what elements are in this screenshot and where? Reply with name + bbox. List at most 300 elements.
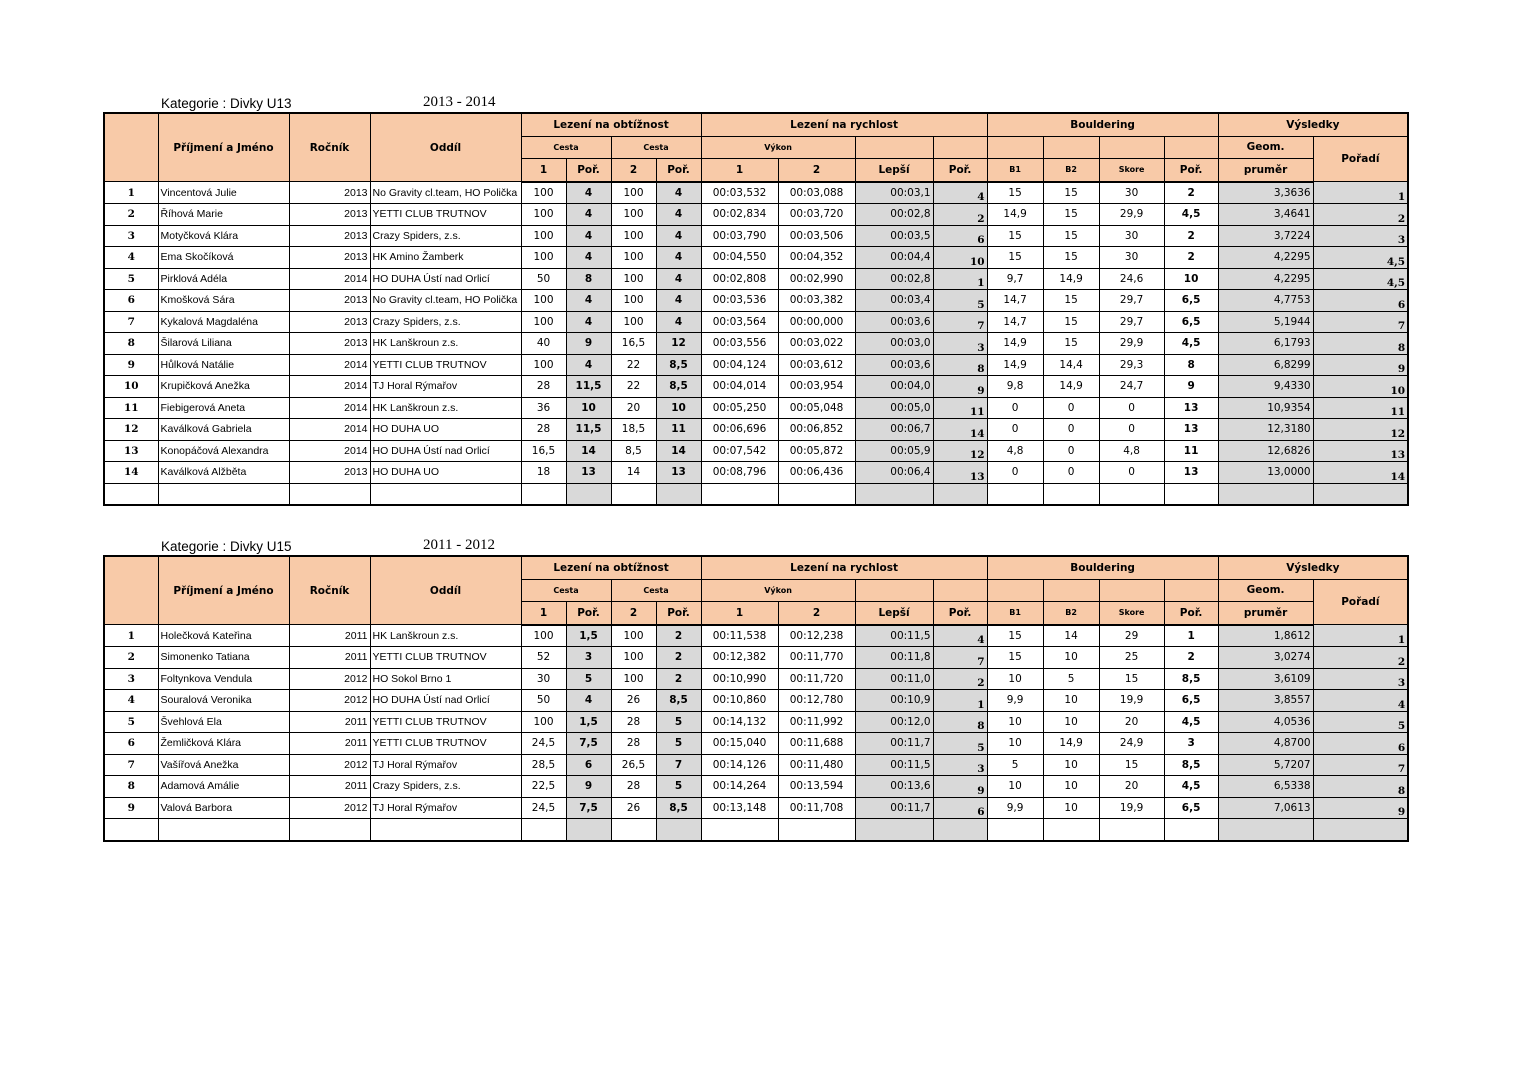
cell-rank: 3 — [104, 668, 158, 690]
cell-speed-run-1: 00:13,148 — [701, 797, 778, 819]
cell-speed-best: 00:04,4 — [855, 247, 933, 269]
cell-speed-run-2: 00:03,088 — [778, 182, 855, 204]
table-row — [104, 440, 1408, 462]
cell-lead-route-1-rank: 13 — [566, 462, 611, 484]
cell-boulder-rank: 10 — [1164, 268, 1218, 290]
cell-birth-year: 2014 — [289, 440, 370, 462]
cell-speed-best: 00:04,0 — [855, 376, 933, 398]
results-table — [103, 112, 1409, 506]
cell-speed-run-1: 00:05,250 — [701, 397, 778, 419]
cell-boulder-b1: 10 — [987, 776, 1043, 798]
cell-name — [158, 483, 289, 505]
cell-club: YETTI CLUB TRUTNOV — [370, 647, 521, 669]
cell-boulder-b2: 15 — [1043, 290, 1099, 312]
cell-speed-run-1 — [701, 483, 778, 505]
cell-birth-year: 2012 — [289, 690, 370, 712]
cell-lead-route-2-rank — [656, 819, 701, 841]
header-route-2-rank: Poř. — [656, 602, 701, 625]
cell-speed-rank: 11 — [933, 397, 987, 419]
cell-lead-route-1-score: 16,5 — [521, 440, 566, 462]
cell-lead-route-2-rank: 7 — [656, 754, 701, 776]
cell-boulder-b1: 14,9 — [987, 333, 1043, 355]
cell-boulder-b1: 0 — [987, 462, 1043, 484]
cell-lead-route-2-score — [611, 819, 656, 841]
header-route-1-score: 1 — [521, 602, 566, 625]
cell-boulder-b1: 9,9 — [987, 690, 1043, 712]
cell-club: HO Sokol Brno 1 — [370, 668, 521, 690]
cell-speed-run-2: 00:11,688 — [778, 733, 855, 755]
cell-name: Fiebigerová Aneta — [158, 397, 289, 419]
cell-lead-route-2-rank — [656, 483, 701, 505]
cell-lead-route-1-score: 100 — [521, 625, 566, 647]
cell-lead-route-1-rank: 7,5 — [566, 797, 611, 819]
cell-lead-route-2-score: 100 — [611, 204, 656, 226]
header-speed: Lezení na rychlost — [701, 113, 987, 136]
cell-boulder-b1: 10 — [987, 711, 1043, 733]
cell-rank: 2 — [104, 204, 158, 226]
cell-lead-route-1-rank: 11,5 — [566, 419, 611, 441]
cell-speed-run-2: 00:05,048 — [778, 397, 855, 419]
cell-name: Šilarová Liliana — [158, 333, 289, 355]
cell-lead-route-2-rank: 8,5 — [656, 354, 701, 376]
cell-lead-route-1-rank: 9 — [566, 333, 611, 355]
cell-lead-route-1-rank: 1,5 — [566, 711, 611, 733]
cell-lead-route-2-rank: 8,5 — [656, 376, 701, 398]
cell-boulder-b2: 14,9 — [1043, 376, 1099, 398]
cell-birth-year: 2011 — [289, 647, 370, 669]
cell-speed-best: 00:12,0 — [855, 711, 933, 733]
cell-speed-rank: 9 — [933, 376, 987, 398]
cell-lead-route-2-score: 100 — [611, 247, 656, 269]
cell-boulder-rank: 3 — [1164, 733, 1218, 755]
cell-speed-rank: 10 — [933, 247, 987, 269]
cell-lead-route-2-score: 14 — [611, 462, 656, 484]
header-performance: Výkon — [701, 136, 855, 159]
cell-geom-mean — [1218, 819, 1313, 841]
cell-boulder-score: 29,9 — [1099, 333, 1164, 355]
cell-rank: 1 — [104, 182, 158, 204]
cell-boulder-score: 29,9 — [1099, 204, 1164, 226]
cell-boulder-b1: 9,7 — [987, 268, 1043, 290]
cell-rank: 9 — [104, 354, 158, 376]
cell-rank: 1 — [104, 625, 158, 647]
header-year: Ročník — [289, 113, 370, 182]
cell-boulder-b2: 14,9 — [1043, 268, 1099, 290]
cell-speed-run-1: 00:06,696 — [701, 419, 778, 441]
cell-name — [158, 819, 289, 841]
cell-geom-mean: 4,2295 — [1218, 247, 1313, 269]
cell-boulder-b1 — [987, 483, 1043, 505]
cell-club: HO DUHA Ústí nad Orlicí — [370, 440, 521, 462]
cell-birth-year: 2011 — [289, 625, 370, 647]
cell-lead-route-1-rank: 4 — [566, 225, 611, 247]
cell-club: HO DUHA Ústí nad Orlicí — [370, 268, 521, 290]
cell-lead-route-1-score: 100 — [521, 182, 566, 204]
cell-name: Kaválková Alžběta — [158, 462, 289, 484]
cell-speed-rank — [933, 483, 987, 505]
table-row — [104, 311, 1408, 333]
header-name: Příjmení a Jméno — [158, 113, 289, 182]
cell-boulder-rank: 8,5 — [1164, 754, 1218, 776]
cell-boulder-rank: 4,5 — [1164, 711, 1218, 733]
cell-boulder-score: 24,7 — [1099, 376, 1164, 398]
cell-speed-run-2 — [778, 483, 855, 505]
cell-boulder-rank: 13 — [1164, 462, 1218, 484]
cell-speed-run-1: 00:03,532 — [701, 182, 778, 204]
cell-boulder-score — [1099, 819, 1164, 841]
cell-lead-route-2-score: 8,5 — [611, 440, 656, 462]
cell-rank: 2 — [104, 647, 158, 669]
cell-speed-run-2: 00:03,612 — [778, 354, 855, 376]
cell-speed-best: 00:05,0 — [855, 397, 933, 419]
cell-boulder-b1: 15 — [987, 182, 1043, 204]
header-blank — [933, 579, 987, 602]
header-route-1: Cesta — [521, 579, 611, 602]
header-speed-1: 1 — [701, 159, 778, 182]
cell-boulder-rank: 13 — [1164, 397, 1218, 419]
cell-speed-rank: 3 — [933, 754, 987, 776]
cell-final-rank: 9 — [1313, 354, 1408, 376]
cell-boulder-b1: 4,8 — [987, 440, 1043, 462]
cell-lead-route-1-rank: 4 — [566, 182, 611, 204]
cell-birth-year: 2013 — [289, 333, 370, 355]
cell-club — [370, 819, 521, 841]
cell-rank: 9 — [104, 797, 158, 819]
cell-speed-rank: 4 — [933, 625, 987, 647]
cell-rank: 11 — [104, 397, 158, 419]
cell-lead-route-1-score — [521, 819, 566, 841]
header-score: Skore — [1099, 602, 1164, 625]
cell-name: Kykalová Magdaléna — [158, 311, 289, 333]
cell-lead-route-2-score: 100 — [611, 625, 656, 647]
table-row — [104, 733, 1408, 755]
cell-lead-route-2-score: 18,5 — [611, 419, 656, 441]
cell-birth-year: 2014 — [289, 419, 370, 441]
cell-speed-run-2: 00:11,720 — [778, 668, 855, 690]
cell-geom-mean: 4,7753 — [1218, 290, 1313, 312]
header-blank — [1099, 136, 1164, 159]
header-lead: Lezení na obtížnost — [521, 556, 701, 579]
cell-speed-rank: 3 — [933, 333, 987, 355]
cell-boulder-score: 0 — [1099, 462, 1164, 484]
cell-boulder-score: 24,9 — [1099, 733, 1164, 755]
cell-speed-rank: 12 — [933, 440, 987, 462]
cell-rank: 5 — [104, 268, 158, 290]
cell-club: TJ Horal Rýmařov — [370, 376, 521, 398]
table-row — [104, 690, 1408, 712]
cell-geom-mean: 6,1793 — [1218, 333, 1313, 355]
table-row — [104, 354, 1408, 376]
cell-lead-route-1-rank: 7,5 — [566, 733, 611, 755]
header-blank — [1043, 579, 1099, 602]
cell-lead-route-1-rank: 4 — [566, 247, 611, 269]
cell-boulder-rank: 8 — [1164, 354, 1218, 376]
cell-final-rank: 8 — [1313, 333, 1408, 355]
header-mean: pruměr — [1218, 602, 1313, 625]
cell-speed-rank: 2 — [933, 668, 987, 690]
header-final-rank: Pořadí — [1313, 136, 1408, 182]
cell-boulder-rank — [1164, 819, 1218, 841]
cell-speed-best: 00:03,6 — [855, 354, 933, 376]
cell-birth-year: 2013 — [289, 290, 370, 312]
cell-final-rank: 6 — [1313, 290, 1408, 312]
cell-birth-year: 2014 — [289, 354, 370, 376]
cell-club: YETTI CLUB TRUTNOV — [370, 711, 521, 733]
header-blank — [1164, 136, 1218, 159]
cell-rank: 13 — [104, 440, 158, 462]
cell-final-rank: 9 — [1313, 797, 1408, 819]
cell-lead-route-1-score: 100 — [521, 225, 566, 247]
table-row — [104, 268, 1408, 290]
header-blank — [855, 579, 933, 602]
cell-lead-route-1-score: 100 — [521, 290, 566, 312]
cell-boulder-b1: 9,8 — [987, 376, 1043, 398]
header-lead: Lezení na obtížnost — [521, 113, 701, 136]
cell-boulder-score: 29,3 — [1099, 354, 1164, 376]
cell-boulder-score: 19,9 — [1099, 690, 1164, 712]
cell-boulder-score: 0 — [1099, 419, 1164, 441]
cell-boulder-b2: 10 — [1043, 711, 1099, 733]
header-bouldering: Bouldering — [987, 113, 1218, 136]
cell-geom-mean: 3,4641 — [1218, 204, 1313, 226]
cell-speed-rank: 8 — [933, 354, 987, 376]
header-speed: Lezení na rychlost — [701, 556, 987, 579]
table-row — [104, 754, 1408, 776]
cell-geom-mean: 3,0274 — [1218, 647, 1313, 669]
cell-lead-route-1-score: 100 — [521, 204, 566, 226]
cell-lead-route-1-score: 40 — [521, 333, 566, 355]
cell-lead-route-2-rank: 11 — [656, 419, 701, 441]
cell-rank: 10 — [104, 376, 158, 398]
cell-birth-year: 2013 — [289, 311, 370, 333]
cell-lead-route-2-rank: 5 — [656, 733, 701, 755]
table-row — [104, 182, 1408, 204]
cell-speed-best: 00:03,6 — [855, 311, 933, 333]
header-club: Oddíl — [370, 556, 521, 625]
cell-lead-route-1-rank: 10 — [566, 397, 611, 419]
cell-boulder-rank: 1 — [1164, 625, 1218, 647]
cell-speed-rank: 8 — [933, 711, 987, 733]
header-name: Příjmení a Jméno — [158, 556, 289, 625]
cell-speed-run-1: 00:04,124 — [701, 354, 778, 376]
cell-birth-year: 2013 — [289, 225, 370, 247]
cell-geom-mean: 6,5338 — [1218, 776, 1313, 798]
cell-lead-route-2-score: 100 — [611, 182, 656, 204]
cell-birth-year: 2014 — [289, 397, 370, 419]
cell-speed-run-1: 00:03,536 — [701, 290, 778, 312]
cell-final-rank: 14 — [1313, 462, 1408, 484]
cell-club: HO DUHA Ústí nad Orlicí — [370, 690, 521, 712]
cell-club: YETTI CLUB TRUTNOV — [370, 204, 521, 226]
cell-boulder-score: 15 — [1099, 668, 1164, 690]
cell-boulder-rank: 11 — [1164, 440, 1218, 462]
cell-boulder-score: 29,7 — [1099, 311, 1164, 333]
cell-speed-run-2: 00:03,954 — [778, 376, 855, 398]
header-blank — [987, 136, 1043, 159]
cell-birth-year: 2014 — [289, 268, 370, 290]
cell-speed-run-2 — [778, 819, 855, 841]
header-speed-rank: Poř. — [933, 602, 987, 625]
cell-speed-run-2: 00:02,990 — [778, 268, 855, 290]
cell-rank: 12 — [104, 419, 158, 441]
cell-boulder-b2: 15 — [1043, 247, 1099, 269]
header-speed-best: Lepší — [855, 159, 933, 182]
cell-geom-mean: 12,6826 — [1218, 440, 1313, 462]
cell-speed-run-2: 00:11,708 — [778, 797, 855, 819]
cell-speed-run-1: 00:10,990 — [701, 668, 778, 690]
cell-lead-route-2-rank: 4 — [656, 311, 701, 333]
cell-birth-year: 2013 — [289, 182, 370, 204]
cell-name: Ema Skočíková — [158, 247, 289, 269]
cell-speed-run-2: 00:11,992 — [778, 711, 855, 733]
cell-speed-best — [855, 819, 933, 841]
cell-speed-best: 00:02,8 — [855, 268, 933, 290]
cell-speed-best: 00:06,4 — [855, 462, 933, 484]
cell-lead-route-2-rank: 4 — [656, 247, 701, 269]
cell-lead-route-2-score: 28 — [611, 733, 656, 755]
cell-name: Švehlová Ela — [158, 711, 289, 733]
cell-boulder-b2: 0 — [1043, 397, 1099, 419]
cell-lead-route-1-rank: 1,5 — [566, 625, 611, 647]
cell-boulder-b1: 0 — [987, 419, 1043, 441]
category-years: 2011 - 2012 — [423, 537, 495, 553]
cell-speed-run-2: 00:12,238 — [778, 625, 855, 647]
cell-rank: 14 — [104, 462, 158, 484]
cell-club: TJ Horal Rýmařov — [370, 797, 521, 819]
cell-speed-run-1: 00:12,382 — [701, 647, 778, 669]
cell-geom-mean: 3,6109 — [1218, 668, 1313, 690]
cell-boulder-b1: 15 — [987, 247, 1043, 269]
table-row — [104, 776, 1408, 798]
cell-boulder-b2: 15 — [1043, 333, 1099, 355]
cell-speed-run-2: 00:11,770 — [778, 647, 855, 669]
cell-club: HK Amino Žamberk — [370, 247, 521, 269]
cell-lead-route-2-rank: 4 — [656, 290, 701, 312]
cell-geom-mean: 4,2295 — [1218, 268, 1313, 290]
cell-speed-run-1: 00:08,796 — [701, 462, 778, 484]
cell-club: No Gravity cl.team, HO Polička — [370, 182, 521, 204]
cell-boulder-b2: 0 — [1043, 462, 1099, 484]
cell-rank: 7 — [104, 754, 158, 776]
cell-lead-route-2-rank: 2 — [656, 625, 701, 647]
cell-club: YETTI CLUB TRUTNOV — [370, 354, 521, 376]
cell-name: Foltynkova Vendula — [158, 668, 289, 690]
cell-boulder-score: 30 — [1099, 182, 1164, 204]
cell-rank: 4 — [104, 247, 158, 269]
cell-speed-best: 00:06,7 — [855, 419, 933, 441]
cell-lead-route-1-score: 18 — [521, 462, 566, 484]
cell-boulder-b1: 15 — [987, 225, 1043, 247]
category-title: Kategorie : Divky U13 — [161, 96, 292, 111]
cell-name: Konopáčová Alexandra — [158, 440, 289, 462]
cell-boulder-b2: 15 — [1043, 225, 1099, 247]
cell-lead-route-2-rank: 2 — [656, 668, 701, 690]
header-route-1: Cesta — [521, 136, 611, 159]
cell-final-rank: 12 — [1313, 419, 1408, 441]
cell-lead-route-2-score: 26,5 — [611, 754, 656, 776]
header-year: Ročník — [289, 556, 370, 625]
cell-lead-route-1-score: 50 — [521, 690, 566, 712]
table-row — [104, 204, 1408, 226]
cell-final-rank: 7 — [1313, 311, 1408, 333]
cell-speed-run-1: 00:07,542 — [701, 440, 778, 462]
cell-boulder-rank: 4,5 — [1164, 204, 1218, 226]
cell-club: HK Lanškroun z.s. — [370, 397, 521, 419]
cell-speed-run-2: 00:03,720 — [778, 204, 855, 226]
cell-lead-route-2-score: 26 — [611, 690, 656, 712]
cell-geom-mean: 1,8612 — [1218, 625, 1313, 647]
cell-speed-best: 00:05,9 — [855, 440, 933, 462]
header-blank — [933, 136, 987, 159]
cell-geom-mean: 12,3180 — [1218, 419, 1313, 441]
cell-speed-rank: 6 — [933, 225, 987, 247]
cell-club — [370, 483, 521, 505]
cell-boulder-rank — [1164, 483, 1218, 505]
cell-speed-best: 00:03,5 — [855, 225, 933, 247]
cell-geom-mean: 5,7207 — [1218, 754, 1313, 776]
cell-boulder-b2: 15 — [1043, 182, 1099, 204]
table-row-empty — [104, 483, 1408, 505]
header-performance: Výkon — [701, 579, 855, 602]
cell-speed-run-2: 00:00,000 — [778, 311, 855, 333]
cell-boulder-b2: 14 — [1043, 625, 1099, 647]
cell-club: Crazy Spiders, z.s. — [370, 776, 521, 798]
header-route-1-score: 1 — [521, 159, 566, 182]
cell-boulder-rank: 6,5 — [1164, 290, 1218, 312]
cell-lead-route-1-score: 28,5 — [521, 754, 566, 776]
cell-name: Souralová Veronika — [158, 690, 289, 712]
cell-speed-best: 00:03,1 — [855, 182, 933, 204]
header-speed-best: Lepší — [855, 602, 933, 625]
cell-lead-route-1-score: 36 — [521, 397, 566, 419]
header-score: Skore — [1099, 159, 1164, 182]
cell-lead-route-2-score: 20 — [611, 397, 656, 419]
cell-birth-year: 2013 — [289, 204, 370, 226]
cell-lead-route-2-score: 22 — [611, 376, 656, 398]
cell-boulder-score: 20 — [1099, 776, 1164, 798]
cell-lead-route-1-score — [521, 483, 566, 505]
header-b2: B2 — [1043, 159, 1099, 182]
cell-rank — [104, 819, 158, 841]
cell-final-rank: 8 — [1313, 776, 1408, 798]
header-geom: Geom. — [1218, 136, 1313, 159]
cell-lead-route-1-rank: 4 — [566, 354, 611, 376]
cell-lead-route-1-score: 30 — [521, 668, 566, 690]
cell-rank — [104, 483, 158, 505]
cell-geom-mean: 7,0613 — [1218, 797, 1313, 819]
table-row — [104, 419, 1408, 441]
category-title: Kategorie : Divky U15 — [161, 539, 292, 554]
cell-boulder-b2: 14,9 — [1043, 733, 1099, 755]
cell-lead-route-2-rank: 10 — [656, 397, 701, 419]
cell-final-rank: 1 — [1313, 625, 1408, 647]
cell-lead-route-2-rank: 4 — [656, 268, 701, 290]
cell-lead-route-1-score: 24,5 — [521, 797, 566, 819]
cell-final-rank: 2 — [1313, 647, 1408, 669]
cell-rank: 5 — [104, 711, 158, 733]
cell-lead-route-1-rank: 11,5 — [566, 376, 611, 398]
cell-birth-year: 2012 — [289, 754, 370, 776]
cell-name: Hůlková Natálie — [158, 354, 289, 376]
cell-speed-rank: 5 — [933, 290, 987, 312]
cell-birth-year — [289, 819, 370, 841]
table-row — [104, 797, 1408, 819]
cell-speed-run-1: 00:04,014 — [701, 376, 778, 398]
cell-lead-route-2-score: 22 — [611, 354, 656, 376]
cell-geom-mean: 4,0536 — [1218, 711, 1313, 733]
cell-geom-mean: 4,8700 — [1218, 733, 1313, 755]
cell-club: Crazy Spiders, z.s. — [370, 225, 521, 247]
